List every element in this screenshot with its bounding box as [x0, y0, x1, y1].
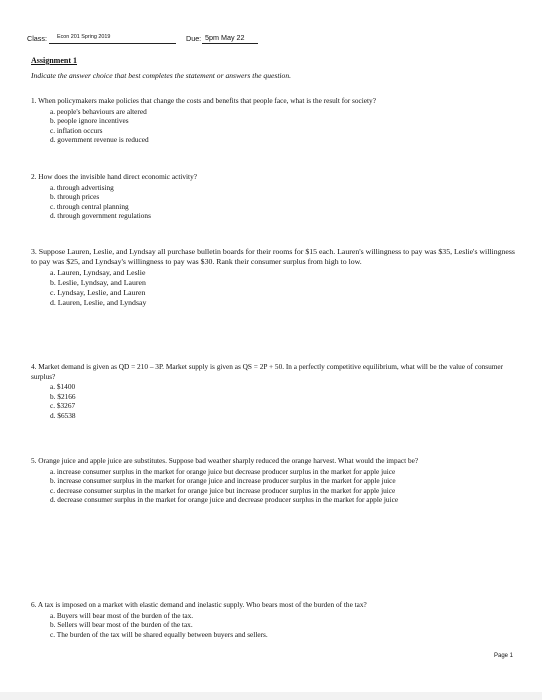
- question-stem: 4. Market demand is given as QD = 210 – 3P. Market supply is given as QS = 2P + 50. In a perfectly competitive equilibrium, what will be the value of consumer surplus?: [31, 362, 504, 381]
- page-number: Page 1: [494, 653, 514, 659]
- option-d: d. $6538: [50, 410, 76, 420]
- option-a: a. people's behaviours are altered: [50, 106, 147, 116]
- option-a: a. Buyers will bear most of the burden of the tax.: [50, 610, 194, 620]
- class-value: Econ 201 Spring 2019: [57, 34, 111, 40]
- question-stem: 3. Suppose Lauren, Leslie, and Lyndsay all purchase bulletin boards for their rooms for $15 each. Lauren's willingness to pay was $35, Leslie's willingness to pay was $25, and Lyndsay's willingness to pay was $30. Rank their consumer surplus from high to low.: [31, 247, 515, 266]
- option-c: c. The burden of the tax will be shared equally between buyers and sellers.: [50, 629, 268, 639]
- option-c: c. through central planning: [50, 201, 129, 211]
- option-c: c. inflation occurs: [50, 125, 103, 135]
- question-3: [31, 247, 517, 308]
- due-value: 5pm May 22: [205, 33, 245, 42]
- due-label: Due:: [186, 34, 202, 43]
- answer-options: [50, 183, 517, 221]
- option-d: d. Lauren, Leslie, and Lyndsay: [50, 298, 147, 307]
- question-6: [31, 600, 517, 639]
- option-b: b. Sellers will bear most of the burden of the tax.: [50, 620, 193, 630]
- class-underline: [49, 43, 176, 44]
- class-label: Class:: [27, 34, 47, 43]
- answer-options: [50, 611, 517, 640]
- option-b: b. Leslie, Lyndsay, and Lauren: [50, 278, 146, 287]
- assignment-title: Assignment 1: [31, 56, 78, 65]
- option-b: b. through prices: [50, 192, 100, 202]
- option-d: d. government revenue is reduced: [50, 135, 149, 145]
- answer-options: [50, 467, 520, 505]
- option-a: a. through advertising: [50, 182, 114, 192]
- question-stem: 5. Orange juice and apple juice are substitutes. Suppose bad weather sharply reduced the orange harvest. What would the impact be?: [31, 456, 419, 465]
- question-stem: 6. A tax is imposed on a market with elastic demand and inelastic supply. Who bears most of the burden of the tax?: [31, 600, 367, 609]
- question-1: [31, 96, 517, 145]
- assignment-header: [27, 31, 527, 47]
- option-a: a. Lauren, Lyndsay, and Leslie: [50, 268, 146, 277]
- option-a: a. increase consumer surplus in the market for orange juice but decrease producer surplus in the market for apple juice: [50, 466, 396, 476]
- answer-options: [50, 382, 517, 420]
- option-c: c. decrease consumer surplus in the market for orange juice but increase producer surplus in the market for apple juice: [50, 485, 396, 495]
- option-d: d. decrease consumer surplus in the market for orange juice and decrease producer surplus in the market for apple juice: [50, 495, 399, 505]
- question-stem: 1. When policymakers make policies that change the costs and benefits that people face, what is the result for society?: [31, 96, 376, 105]
- question-stem: 2. How does the invisible hand direct economic activity?: [31, 172, 197, 181]
- question-2: [31, 172, 517, 221]
- answer-options: [50, 268, 517, 308]
- question-4: [31, 362, 517, 421]
- option-d: d. through government regulations: [50, 211, 151, 221]
- answer-options: [50, 107, 517, 145]
- option-b: b. people ignore incentives: [50, 116, 129, 126]
- option-b: b. increase consumer surplus in the market for orange juice and increase producer surplus in the market for apple juice: [50, 476, 396, 486]
- due-underline: [202, 43, 258, 44]
- instructions: Indicate the answer choice that best completes the statement or answers the question.: [31, 71, 292, 80]
- option-b: b. $2166: [50, 391, 76, 401]
- option-a: a. $1400: [50, 382, 76, 392]
- option-c: c. Lyndsay, Leslie, and Lauren: [50, 288, 146, 297]
- question-5: [31, 456, 517, 505]
- option-c: c. $3267: [50, 401, 76, 411]
- page-bottom-edge: [0, 692, 542, 700]
